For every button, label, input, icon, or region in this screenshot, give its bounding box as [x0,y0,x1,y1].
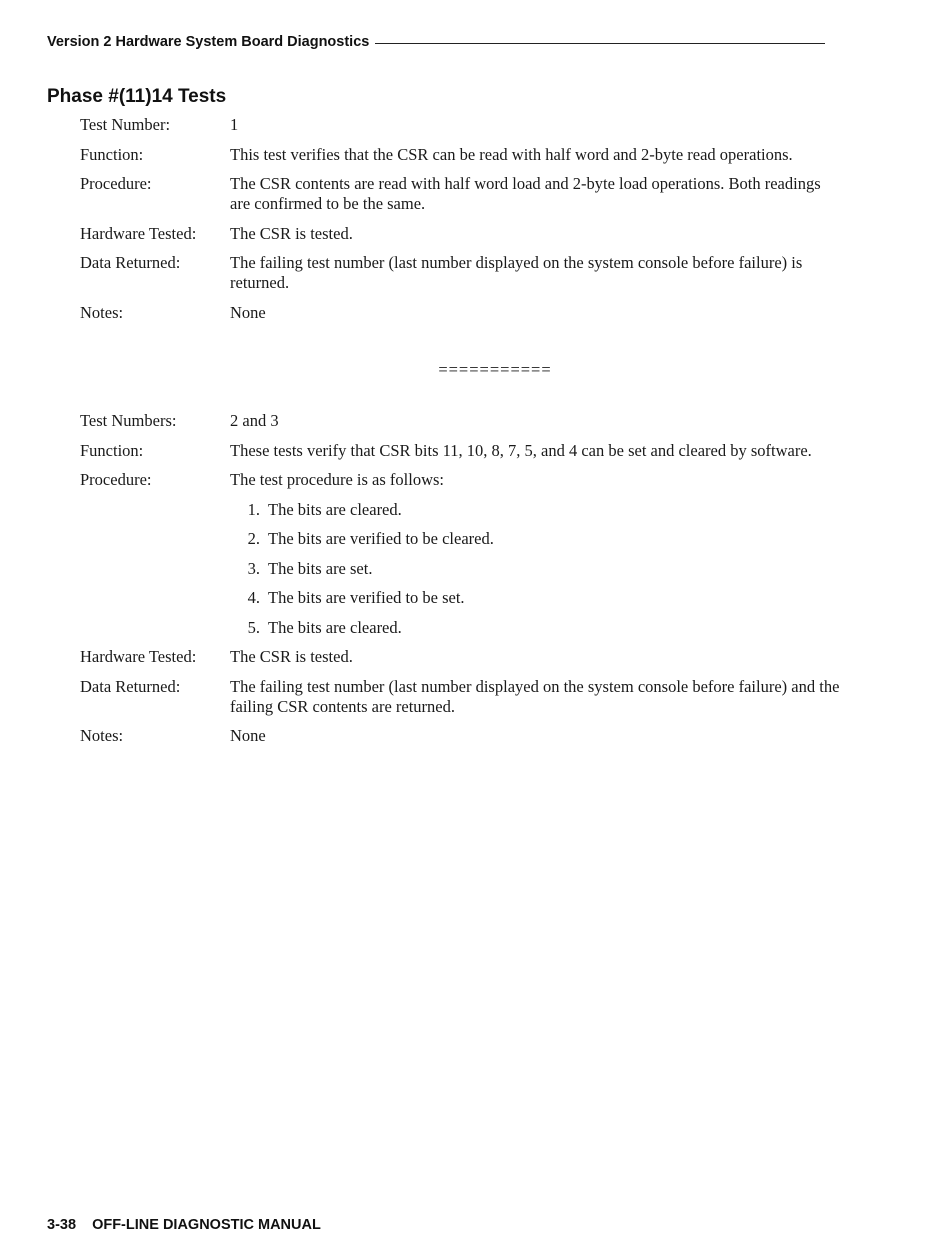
function-row [80,145,840,165]
data-returned-row [80,253,840,293]
function-row [80,441,840,461]
test-number-value: 2 and 3 [230,411,279,430]
hardware-tested-value: The CSR is tested. [230,223,353,243]
section-separator: =========== [438,360,552,379]
hardware-tested-row [80,647,840,667]
hardware-tested-value: The CSR is tested. [230,647,353,666]
procedure-content [230,470,840,638]
list-item [230,529,840,549]
test-number-row [80,115,840,135]
list-item [230,559,840,579]
data-returned-value: The failing test number (last number displayed on the system console before failure) and the failing CSR contents are returned. [230,676,840,716]
step-text: The bits are verified to be set. [268,588,465,607]
hardware-tested-label: Hardware Tested: [80,647,197,666]
test-section-1 [80,115,840,332]
running-header [47,34,825,50]
procedure-value: The CSR contents are read with half word load and 2-byte load operations. Both readings are confirmed to be the same. [230,174,821,213]
test-number-label: Test Number: [80,115,171,134]
list-item [230,500,840,520]
notes-row [80,726,840,746]
test-section-2 [80,411,840,756]
list-item [230,618,840,638]
step-number: 4. [247,588,260,607]
data-returned-value: The failing test number (last number displayed on the system console before failure) is returned. [230,253,803,292]
procedure-row [80,174,840,214]
procedure-row [80,470,840,638]
procedure-steps [230,500,840,638]
data-returned-label: Data Returned: [80,676,181,696]
step-number: 1. [247,499,260,519]
page-footer [47,1217,321,1233]
header-rule [375,43,825,44]
notes-label: Notes: [80,302,124,322]
notes-row [80,303,840,323]
function-value: This test verifies that the CSR can be read with half word and 2-byte read operations. [230,144,793,164]
test-number-value: 1 [230,115,239,134]
step-number: 5. [247,617,260,637]
data-returned-label: Data Returned: [80,253,181,272]
function-label: Function: [80,144,144,164]
phase-title: Phase #(11)14 Tests [47,86,227,107]
procedure-label: Procedure: [80,174,152,193]
step-number: 3. [247,558,260,578]
function-value: These tests verify that CSR bits 11, 10, 8, 7, 5, and 4 can be set and cleared by software. [230,440,812,460]
step-text: The bits are set. [268,558,373,578]
running-header-title: Version 2 Hardware System Board Diagnostics [47,34,370,50]
step-text: The bits are cleared. [268,499,402,519]
hardware-tested-label: Hardware Tested: [80,223,197,243]
function-label: Function: [80,440,144,460]
step-number: 2. [247,529,260,548]
data-returned-row [80,677,840,717]
list-item [230,588,840,608]
procedure-label: Procedure: [80,470,152,489]
notes-value: None [230,302,266,322]
procedure-value: The test procedure is as follows: [230,470,444,489]
notes-label: Notes: [80,726,124,745]
page-number: 3-38 [47,1217,77,1233]
notes-value: None [230,726,266,745]
step-text: The bits are cleared. [268,617,402,637]
test-number-label: Test Numbers: [80,411,177,430]
step-text: The bits are verified to be cleared. [268,529,494,548]
hardware-tested-row [80,224,840,244]
test-number-row [80,411,840,431]
manual-title: OFF-LINE DIAGNOSTIC MANUAL [92,1217,321,1233]
